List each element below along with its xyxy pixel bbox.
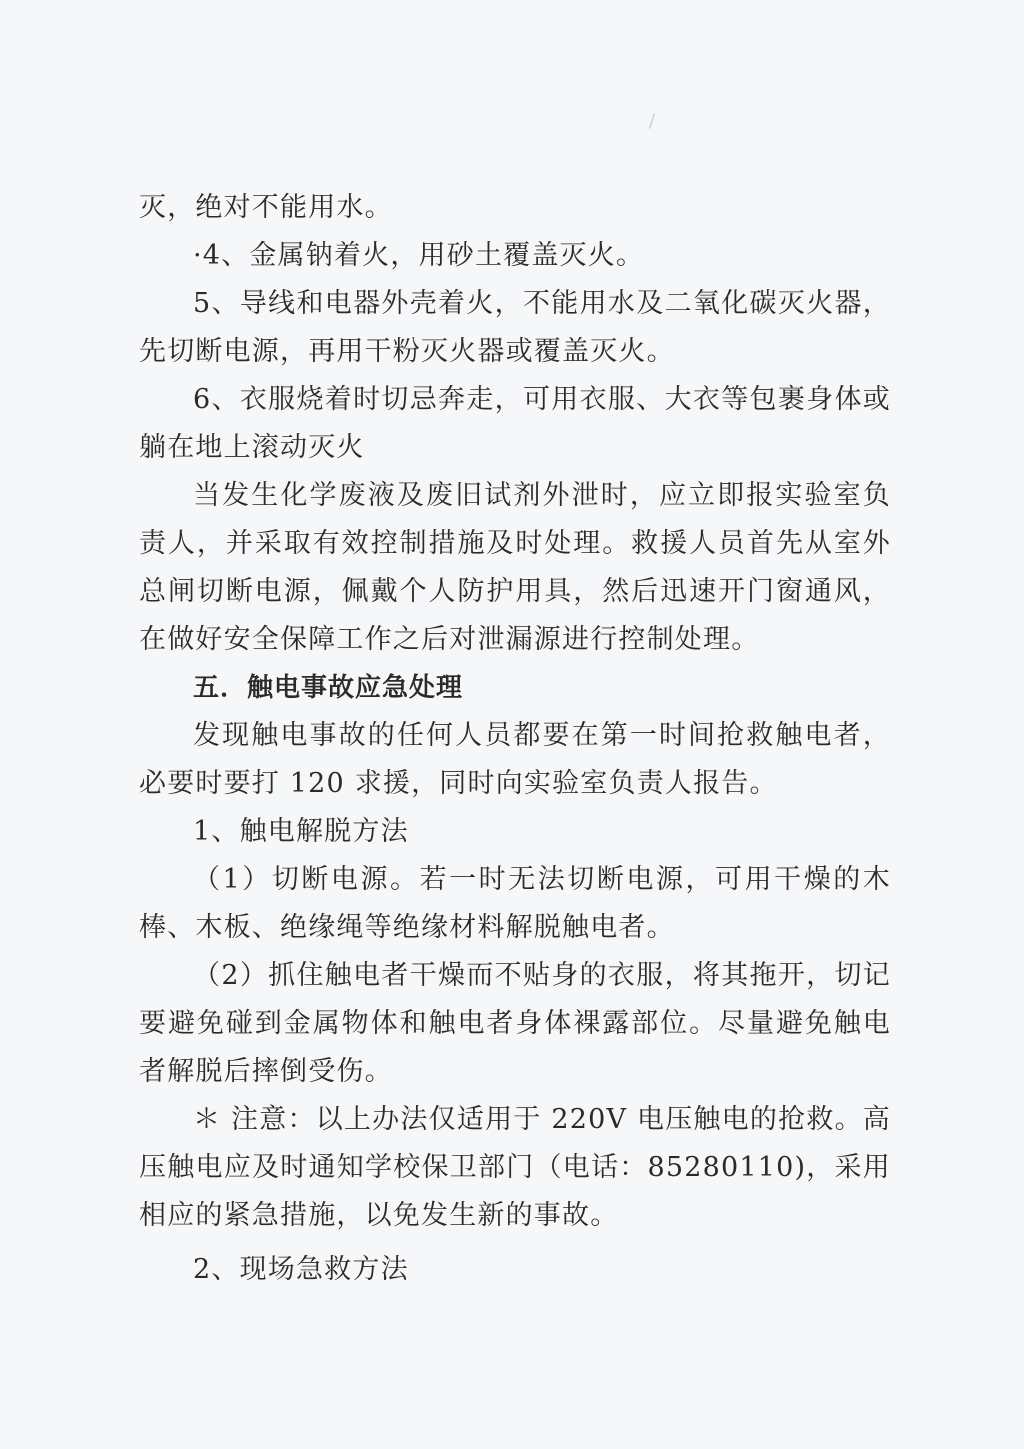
paragraph-pull-clothes: （2）抓住触电者干燥而不贴身的衣服，将其拖开，切记要避免碰到金属物体和触电者身体裸露部位。尽量避免触电者解脱后摔倒受伤。 [139, 960, 891, 1087]
subheading-onsite-first-aid: 2、现场急救方法 [193, 1254, 409, 1285]
scan-mark [649, 113, 656, 129]
paragraph-rescue-first: 发现触电事故的任何人员都要在第一时间抢救触电者，必要时要打 120 求援，同时向实验室负责人报告。 [139, 720, 891, 799]
paragraph-clothing-fire: 6、衣服烧着时切忌奔走，可用衣服、大衣等包裹身体或躺在地上滚动灭火 [139, 384, 891, 463]
paragraph-electrical-fire: 5、导线和电器外壳着火，不能用水及二氧化碳灭火器，先切断电源，再用干粉灭火器或覆盖灭火。 [139, 288, 891, 367]
paragraph-sodium-fire: ·4、金属钠着火，用砂土覆盖灭火。 [193, 240, 645, 271]
paragraph-notice: ＊ 注意：以上办法仅适用于 220V 电压触电的抢救。高压触电应及时通知学校保卫部门（电话：85280110)，采用相应的紧急措施，以免发生新的事故。 [139, 1104, 891, 1231]
paragraph-fire-water-continuation: 灭，绝对不能用水。 [139, 192, 393, 223]
document-body [139, 184, 891, 1294]
paragraph-cut-power: （1）切断电源。若一时无法切断电源，可用干燥的木棒、木板、绝缘绳等绝缘材料解脱触电者。 [139, 864, 891, 943]
paragraph-chemical-leak: 当发生化学废液及废旧试剂外泄时，应立即报实验室负责人，并采取有效控制措施及时处理。救援人员首先从室外总闸切断电源，佩戴个人防护用具，然后迅速开门窗通风，在做好安全保障工作之后对泄漏源进行控制处理。 [139, 480, 891, 655]
section-heading-electric-shock: 五．触电事故应急处理 [193, 673, 464, 703]
subheading-release-methods: 1、触电解脱方法 [193, 816, 409, 847]
